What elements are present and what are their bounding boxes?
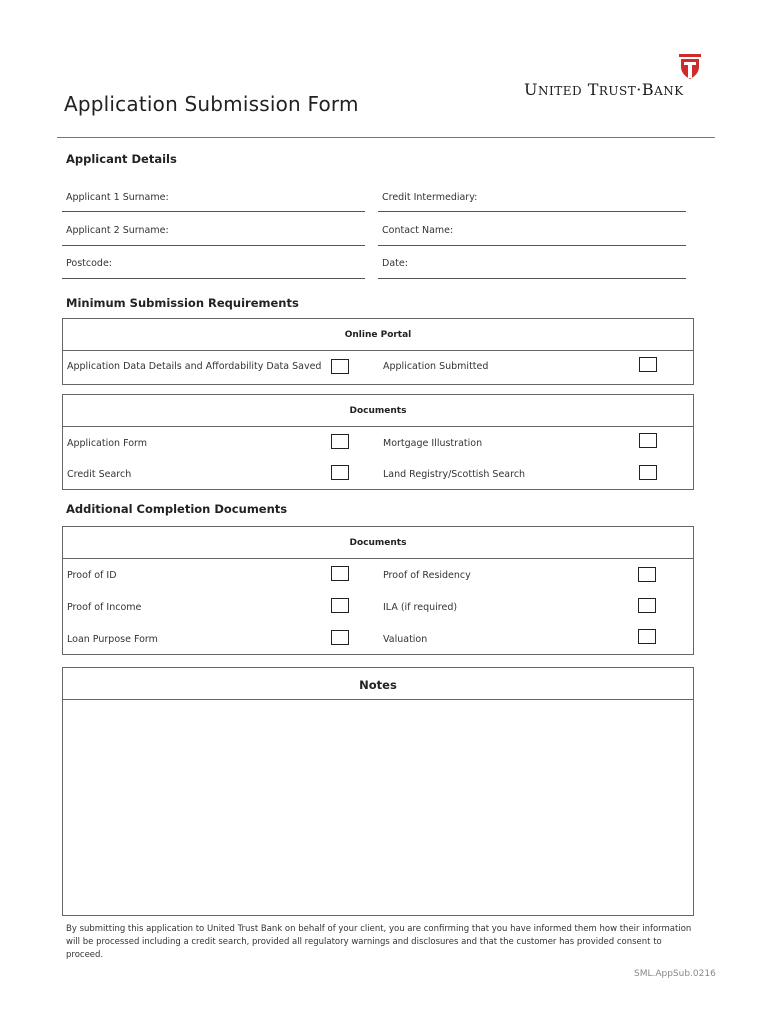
credit-search-checkbox[interactable] (331, 465, 349, 480)
title-divider (57, 137, 715, 138)
ila-checkbox[interactable] (638, 598, 656, 613)
completion-documents-header: Documents (349, 538, 407, 548)
land-registry-checkbox[interactable] (639, 465, 657, 480)
minimum-documents-box (62, 394, 694, 490)
box-divider (63, 699, 693, 700)
online-portal-header: Online Portal (344, 330, 412, 340)
mortgage-illustration-label: Mortgage Illustration (383, 438, 483, 449)
logo-text: UNITED TRUST·BANK (524, 80, 684, 99)
box-divider (63, 426, 693, 427)
loan-purpose-form-checkbox[interactable] (331, 630, 349, 645)
proof-of-income-label: Proof of Income (67, 602, 142, 613)
application-form-checkbox[interactable] (331, 434, 349, 449)
additional-completion-heading: Additional Completion Documents (66, 502, 288, 516)
minimum-documents-header: Documents (349, 406, 407, 416)
postcode-field[interactable] (62, 278, 365, 279)
proof-of-residency-label: Proof of Residency (383, 570, 471, 581)
applicant1-surname-field[interactable] (62, 211, 365, 212)
credit-intermediary-label: Credit Intermediary: (382, 192, 478, 203)
bank-logo (524, 54, 702, 98)
land-registry-label: Land Registry/Scottish Search (383, 469, 526, 480)
online-portal-box (62, 318, 694, 385)
applicant2-surname-label: Applicant 2 Surname: (66, 225, 169, 236)
application-form-label: Application Form (67, 438, 148, 449)
mortgage-illustration-checkbox[interactable] (639, 433, 657, 448)
box-divider (63, 350, 693, 351)
logo-t-icon (679, 54, 701, 80)
form-reference-code: SML.AppSub.0216 (634, 969, 716, 979)
box-divider (63, 558, 693, 559)
credit-intermediary-field[interactable] (378, 211, 686, 212)
notes-box (62, 667, 694, 916)
affordability-saved-label: Application Data Details and Affordability Data Saved (67, 361, 322, 372)
contact-name-field[interactable] (378, 245, 686, 246)
applicant2-surname-field[interactable] (62, 245, 365, 246)
notes-header: Notes (359, 678, 397, 692)
applicant1-surname-label: Applicant 1 Surname: (66, 192, 169, 203)
valuation-label: Valuation (383, 634, 428, 645)
ila-label: ILA (if required) (383, 602, 458, 613)
proof-of-id-label: Proof of ID (67, 570, 117, 581)
postcode-label: Postcode: (66, 258, 112, 269)
applicant-details-heading: Applicant Details (66, 152, 177, 166)
credit-search-label: Credit Search (67, 469, 132, 480)
completion-documents-box (62, 526, 694, 655)
date-field[interactable] (378, 278, 686, 279)
application-submitted-checkbox[interactable] (639, 357, 657, 372)
application-submitted-label: Application Submitted (383, 361, 489, 372)
proof-of-income-checkbox[interactable] (331, 598, 349, 613)
affordability-saved-checkbox[interactable] (331, 359, 349, 374)
proof-of-id-checkbox[interactable] (331, 566, 349, 581)
contact-name-label: Contact Name: (382, 225, 454, 236)
date-label: Date: (382, 258, 408, 269)
consent-disclaimer: By submitting this application to United Trust Bank on behalf of your client, you are confirming that you have informed them how their information will be processed including a credit search, provided all regulatory warnings and disclosures and that the customer has provided consent to proceed. (66, 924, 692, 960)
valuation-checkbox[interactable] (638, 629, 656, 644)
proof-of-residency-checkbox[interactable] (638, 567, 656, 582)
loan-purpose-form-label: Loan Purpose Form (67, 634, 158, 645)
minimum-requirements-heading: Minimum Submission Requirements (66, 296, 299, 310)
notes-field[interactable] (67, 704, 689, 911)
page-title: Application Submission Form (64, 92, 359, 116)
